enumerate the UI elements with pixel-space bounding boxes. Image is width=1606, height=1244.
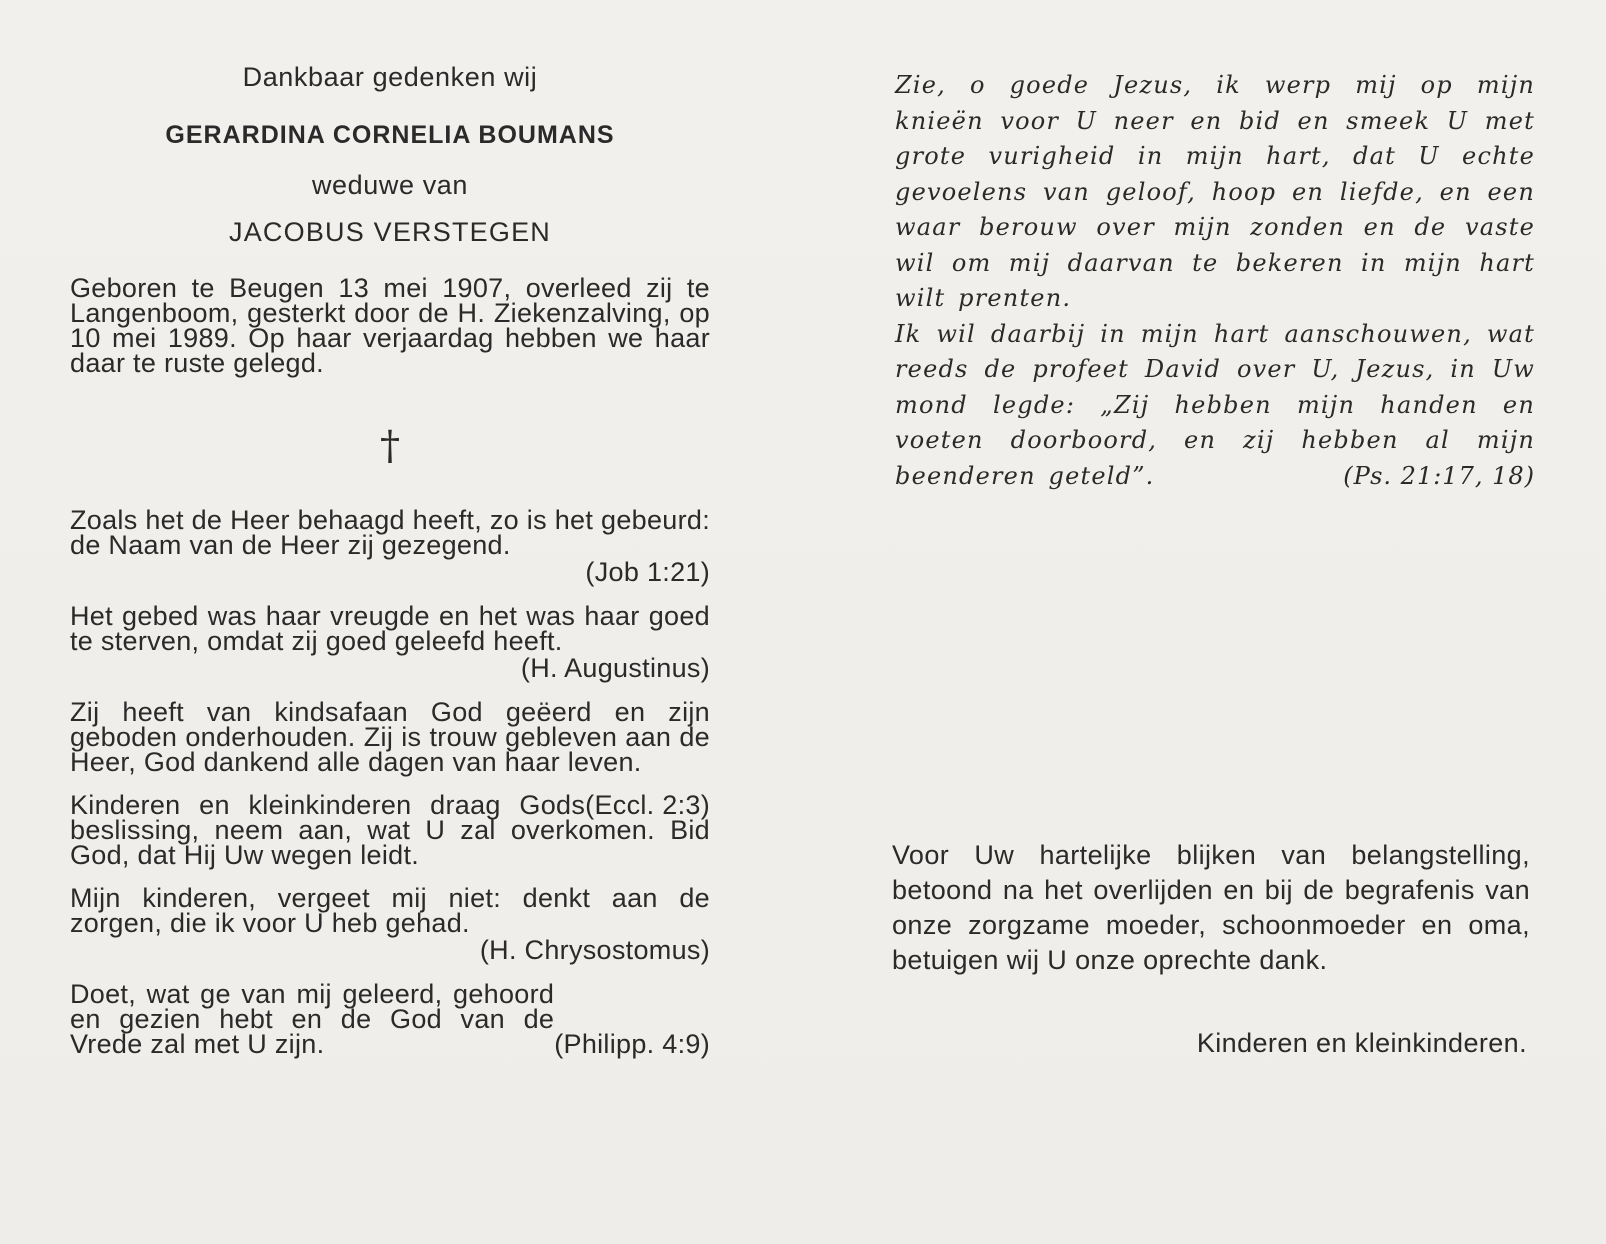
prayer-source: (Ps. 21:17, 18) bbox=[1343, 462, 1535, 490]
quote-text: Het gebed was haar vreugde en het was haar goed te sterven, omdat zij goed geleefd heeft. bbox=[70, 601, 710, 656]
quote-source: (H. Chrysostomus) bbox=[479, 935, 710, 965]
left-column bbox=[70, 62, 710, 1057]
husband-name: JACOBUS VERSTEGEN bbox=[229, 217, 551, 247]
thanks-message: Voor Uw hartelijke blijken van belangstelling, betoond na het overlijden en bij de begrafenis van onze zorgzame moeder, schoonmoeder en oma, betuigen wij U onze oprechte dank. bbox=[892, 840, 1530, 975]
quote-text: Zij heeft van kindsafaan God geëerd en zijn geboden onderhouden. Zij is trouw gebleven aan de Heer, God dankend alle dagen van haar leven. bbox=[70, 697, 710, 777]
quote-source: (Job 1:21) bbox=[585, 557, 710, 587]
quote-text: Mijn kinderen, vergeet mij niet: denkt aan de zorgen, die ik voor U heb gehad. bbox=[70, 883, 710, 938]
quote-block bbox=[70, 790, 710, 870]
quote-text bbox=[70, 979, 710, 1059]
quote-source: (Eccl. 2:3) bbox=[585, 790, 710, 820]
right-column bbox=[895, 68, 1535, 494]
biography: Geboren te Beugen 13 mei 1907, overleed zij te Langenboom, gesterkt door de H. Ziekenzalving, op 10 mei 1989. Op haar verjaardag hebben we haar daar te ruste gelegd. bbox=[70, 273, 710, 378]
intro-text: Dankbaar gedenken wij bbox=[242, 62, 538, 92]
prayer-paragraph-2: Ik wil daarbij in mijn hart aanschouwen, wat reeds de profeet David over U, Jezus, in Uw mond legde: „Zij hebben mijn handen en voeten doorboord, en zij hebben al mijn beenderen geteld”. bbox=[895, 319, 1535, 490]
quote-source: (H. Augustinus) bbox=[520, 653, 710, 683]
quote-block bbox=[70, 505, 710, 587]
quote-body: Doet, wat ge van mij geleerd, gehoord en gezien hebt en de God van de Vrede zal met U zijn. bbox=[70, 979, 555, 1059]
prayer-paragraph-1: Zie, o goede Jezus, ik werp mij op mijn knieën voor U neer en bid en smeek U met grote vurigheid in mijn hart, dat U echte gevoelens van geloof, hoop en liefde, en een waar berouw over mijn zonden en de vaste wil om mij daarvan te bekeren in mijn hart wilt prenten. bbox=[895, 71, 1535, 312]
quote-block bbox=[70, 883, 710, 965]
quote-block bbox=[70, 601, 710, 683]
quote-text bbox=[70, 790, 710, 870]
signature: Kinderen en kleinkinderen. bbox=[1196, 1028, 1527, 1058]
quote-block bbox=[70, 979, 710, 1059]
quote-text: Zoals het de Heer behaagd heeft, zo is het gebeurd: de Naam van de Heer zij gezegend. bbox=[70, 505, 710, 560]
quote-block bbox=[70, 697, 710, 777]
quote-body: Kinderen en kleinkinderen draag Gods beslissing, neem aan, wat U zal overkomen. Bid God, dat Hij Uw wegen leidt. bbox=[70, 790, 710, 870]
quote-source: (Philipp. 4:9) bbox=[554, 1029, 710, 1059]
deceased-name: GERARDINA CORNELIA BOUMANS bbox=[165, 121, 615, 149]
cross-icon: † bbox=[380, 423, 400, 469]
widow-of-text: weduwe van bbox=[311, 170, 469, 200]
